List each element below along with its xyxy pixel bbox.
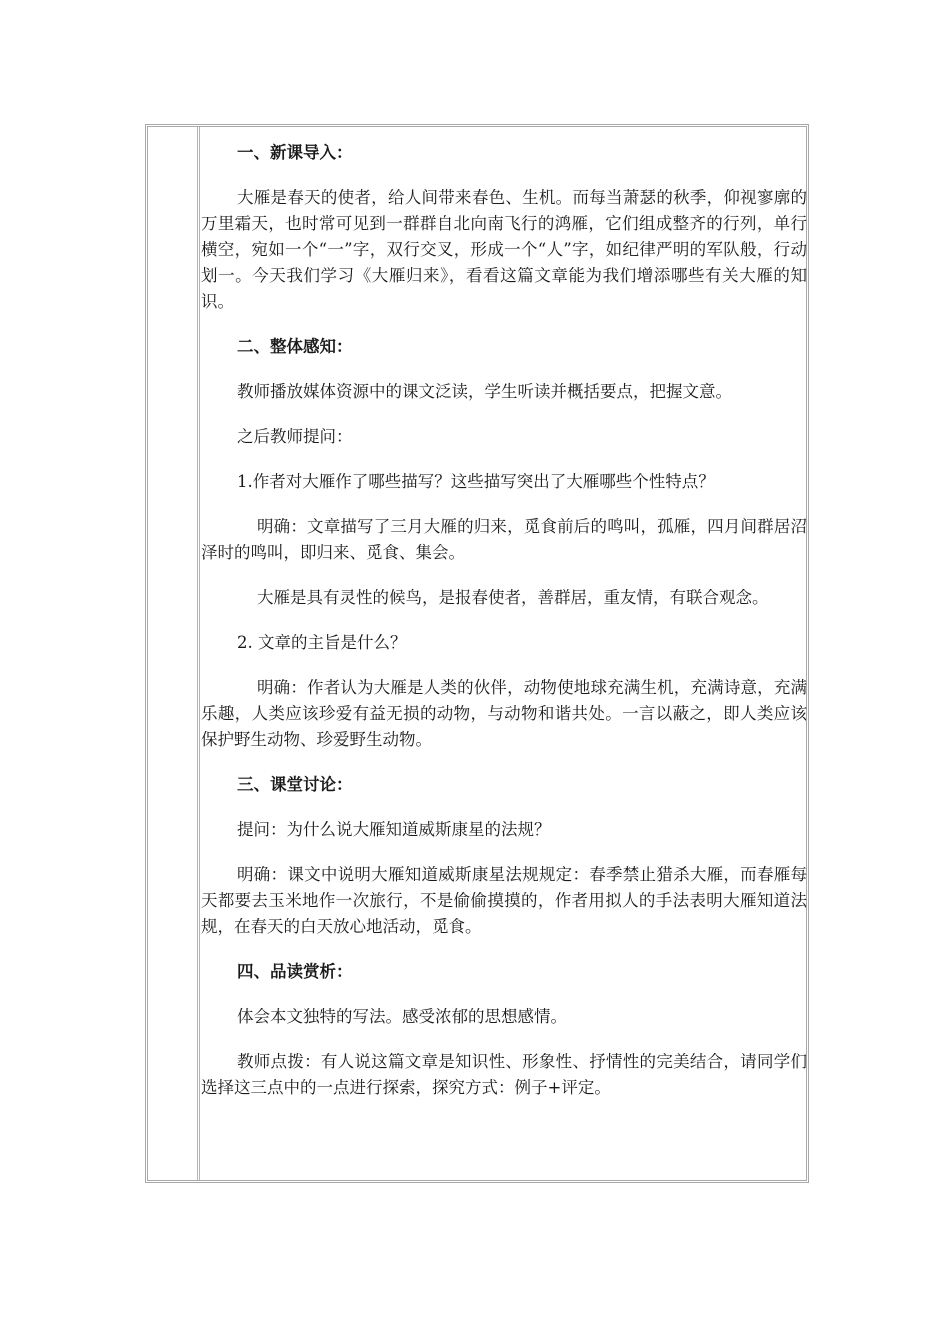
- section-heading-intro: 一、新课导入：: [237, 143, 353, 162]
- question-1: 1.作者对大雁作了哪些描写？这些描写突出了大雁哪些个性特点？: [237, 472, 715, 491]
- answer-2: 明确：作者认为大雁是人类的伙伴，动物使地球充满生机，充满诗意，充满乐趣，人类应该珍爱有益无损的动物，与动物和谐共处。一言以蔽之，即人类应该保护野生动物、珍爱野生动物。: [201, 678, 807, 749]
- answer-1-extra: 大雁是具有灵性的候鸟，是报春使者，善群居，重友情，有联合观念。: [257, 588, 769, 607]
- table-left-column: [197, 127, 200, 1180]
- appreciation-paragraph-2: 教师点拨：有人说这篇文章是知识性、形象性、抒情性的完美结合，请同学们选择这三点中的一点进行探索，探究方式：例子+评定。: [201, 1052, 807, 1097]
- answer-1: 明确：文章描写了三月大雁的归来，觅食前后的鸣叫，孤雁，四月间群居沼泽时的鸣叫，即归来、觅食、集会。: [201, 517, 807, 562]
- discussion-answer: 明确：课文中说明大雁知道威斯康星法规规定：春季禁止猎杀大雁，而春雁每天都要去玉米地作一次旅行，不是偷偷摸摸的，作者用拟人的手法表明大雁知道法规，在春天的白天放心地活动，觅食。: [201, 865, 807, 936]
- section-heading-appreciation: 四、品读赏析：: [237, 962, 353, 981]
- lesson-content: [201, 140, 807, 1120]
- section-heading-overview: 二、整体感知：: [237, 337, 353, 356]
- intro-paragraph: 大雁是春天的使者，给人间带来春色、生机。而每当萧瑟的秋季，仰视寥廓的万里霜天，也时常可见到一群群自北向南飞行的鸿雁，它们组成整齐的行列，单行横空，宛如一个“一”字，双行交叉，形成一个“人”字，如纪律严明的军队般，行动划一。今天我们学习《大雁归来》，看看这篇文章能为我们增添哪些有关大雁的知识。: [201, 188, 807, 311]
- section-heading-discussion: 三、课堂讨论：: [237, 775, 353, 794]
- question-2: 2. 文章的主旨是什么？: [237, 633, 407, 652]
- appreciation-paragraph-1: 体会本文独特的写法。感受浓郁的思想感情。: [237, 1007, 567, 1026]
- overview-paragraph: 教师播放媒体资源中的课文泛读，学生听读并概括要点，把握文意。: [237, 382, 732, 401]
- discussion-question: 提问：为什么说大雁知道威斯康星的法规？: [237, 820, 551, 839]
- overview-followup: 之后教师提问：: [237, 427, 353, 446]
